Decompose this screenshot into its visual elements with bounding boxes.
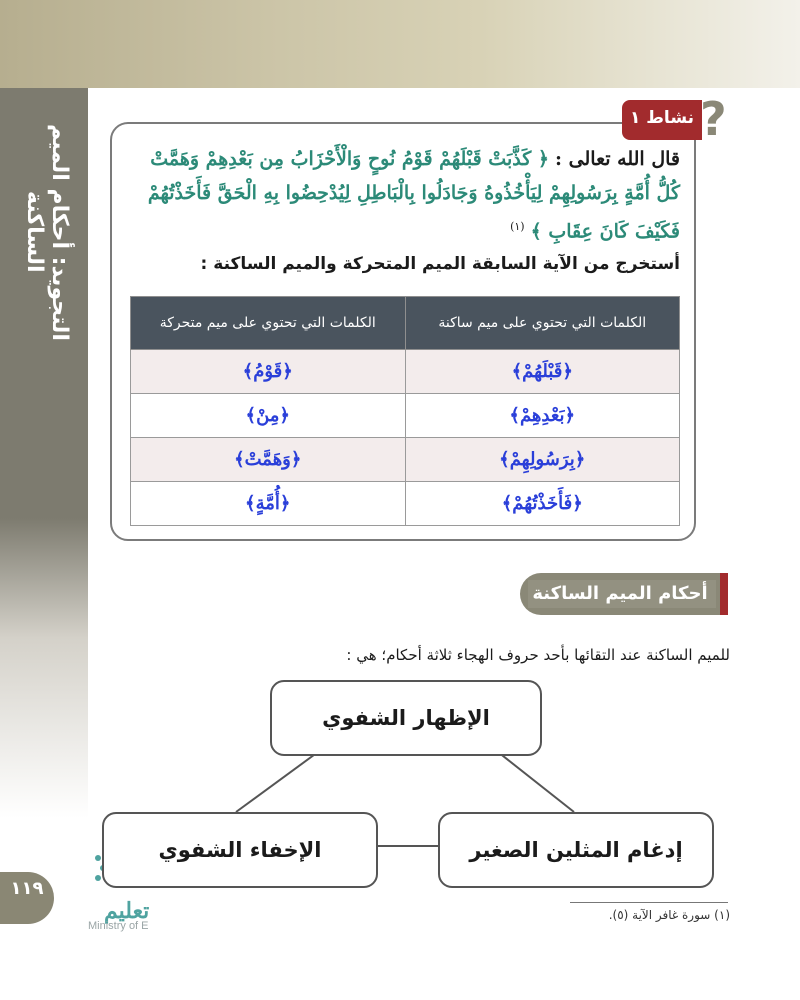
side-title: التجويد: أحكام الميم الساكنة	[22, 123, 72, 341]
page-number: ١١٩	[10, 878, 44, 899]
section-intro: للميم الساكنة عند التقائها بأحد حروف الهجاء ثلاثة أحكام؛ هي :	[346, 646, 730, 664]
footnote-divider	[570, 902, 728, 903]
header-sakin: الكلمات التي تحتوي على ميم ساكنة	[405, 297, 680, 350]
footnote: (١) سورة غافر الآية (٥).	[608, 908, 730, 922]
rule-idgham-node: إدغام المثلين الصغير	[438, 812, 714, 888]
logo-subtext: Ministry of E	[88, 920, 149, 932]
verse-intro: قال الله تعالى :	[555, 148, 680, 170]
question-mark-icon: ?	[700, 92, 727, 146]
cell-mutaharrik: ﴿مِنْ﴾	[131, 394, 406, 438]
cell-sakin: ﴿فَأَخَذْتُهُمْ﴾	[405, 482, 680, 526]
logo-wordmark: تعليم	[104, 898, 150, 923]
activity-label: نشاط ١	[629, 108, 694, 128]
quran-verse: ﴿ كَذَّبَتْ قَبْلَهُمْ قَوْمُ نُوحٍ وَالْأَحْزَابُ مِن بَعْدِهِمْ وَهَمَّتْ كُلُّ أُمَّةٍ بِرَسُولِهِمْ لِيَأْخُذُوهُ وَجَادَلُوا بِالْبَاطِلِ لِيُدْحِضُوا بِهِ الْحَقَّ فَأَخَذْتُهُمْ فَكَيْفَ كَانَ عِقَابِ ﴾	[147, 148, 680, 243]
rule-izhar-node: الإظهار الشفوي	[270, 680, 542, 756]
rule-ikhfa-node: الإخفاء الشفوي	[102, 812, 378, 888]
cell-sakin: ﴿قَبْلَهُمْ﴾	[405, 350, 680, 394]
footnote-ref: (١)	[510, 220, 525, 233]
cell-sakin: ﴿بِرَسُولِهِمْ﴾	[405, 438, 680, 482]
cell-mutaharrik: ﴿قَوْمُ﴾	[131, 350, 406, 394]
cell-mutaharrik: ﴿أُمَّةٍ﴾	[131, 482, 406, 526]
cell-sakin: ﴿بَعْدِهِمْ﴾	[405, 394, 680, 438]
activity-instruction: أستخرج من الآية السابقة الميم المتحركة والميم الساكنة :	[200, 254, 680, 274]
header-mutaharrik: الكلمات التي تحتوي على ميم متحركة	[131, 297, 406, 350]
section-title: أحكام الميم الساكنة	[532, 583, 708, 604]
cell-mutaharrik: ﴿وَهَمَّتْ﴾	[131, 438, 406, 482]
